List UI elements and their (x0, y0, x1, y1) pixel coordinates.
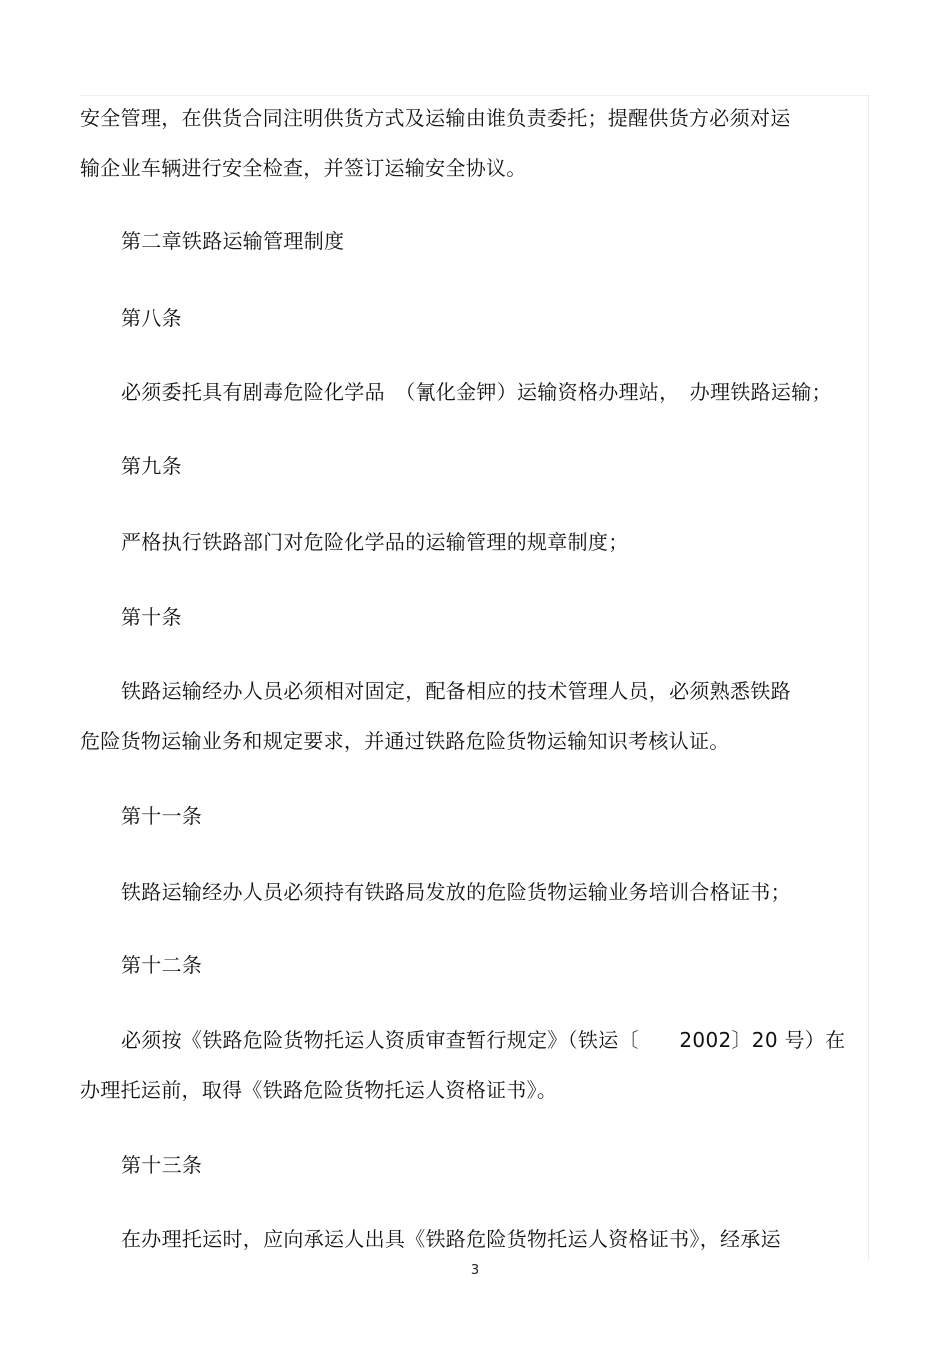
article-heading: 第十二条 (121, 953, 203, 977)
body-text-line: 危险货物运输业务和规定要求，并通过铁路危险货物运输知识考核认证。 (80, 729, 730, 753)
body-text-line: 在办理托运时，应向承运人出具《铁路危险货物托运人资格证书》，经承运 (121, 1227, 781, 1251)
page-right-rule (868, 95, 869, 1260)
article-heading: 第十一条 (121, 804, 203, 828)
body-text-line: 严格执行铁路部门对危险化学品的运输管理的规章制度； (121, 530, 629, 554)
page-top-rule (80, 95, 870, 96)
chapter-heading: 第二章铁路运输管理制度 (121, 229, 345, 253)
body-text-line: 必须按《铁路危险货物托运人资质审查暂行规定》（铁运〔 2002〕20 号）在 (121, 1028, 846, 1052)
article-heading: 第十三条 (121, 1153, 203, 1177)
body-text-line: 铁路运输经办人员必须相对固定，配备相应的技术管理人员，必须熟悉铁路 (121, 679, 791, 703)
body-text-line: 办理托运前，取得《铁路危险货物托运人资格证书》。 (80, 1078, 558, 1102)
body-text-line: 必须委托具有剧毒危险化学品 （氰化金钾）运输资格办理站， 办理铁路运输； (121, 380, 832, 404)
article-heading: 第九条 (121, 454, 182, 478)
page-number: 3 (470, 1263, 480, 1278)
body-text-line: 输企业车辆进行安全检查，并签订运输安全协议。 (80, 156, 527, 180)
body-text-line: 铁路运输经办人员必须持有铁路局发放的危险货物运输业务培训合格证书； (121, 880, 791, 904)
body-text-line: 安全管理，在供货合同注明供货方式及运输由谁负责委托；提醒供货方必须对运 (80, 106, 791, 130)
article-heading: 第十条 (121, 605, 182, 629)
article-heading: 第八条 (121, 306, 182, 330)
